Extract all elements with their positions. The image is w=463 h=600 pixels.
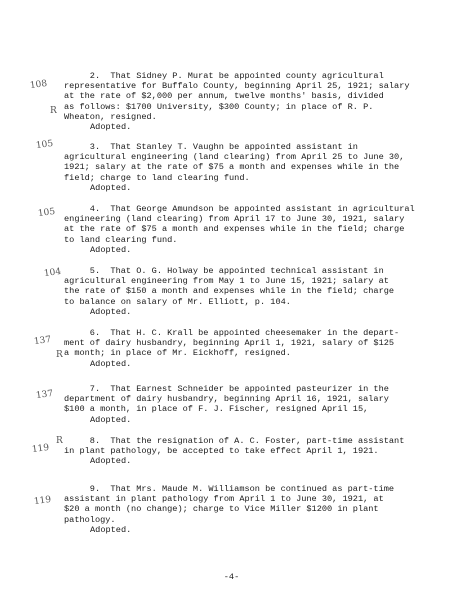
text-line: in plant pathology, be accepted to take effect April 1, 1921.	[64, 446, 379, 457]
resolution-item-7	[64, 384, 436, 425]
text-line: field; charge to land clearing fund.	[64, 172, 250, 183]
adopted-label: Adopted.	[90, 358, 132, 369]
text-line: pathology.	[64, 514, 116, 525]
resolution-item-3	[64, 142, 436, 193]
adopted-label: Adopted.	[90, 456, 132, 467]
adopted-label: Adopted.	[90, 524, 132, 535]
margin-number: 104	[43, 266, 62, 280]
text-line: as follows: $1700 University, $300 County; in place of R. P.	[64, 101, 374, 112]
text-line: 5. That O. G. Holway be appointed technical assistant in	[64, 266, 384, 276]
text-line: 6. That H. C. Krall be appointed cheesemaker in the depart-	[64, 328, 400, 338]
margin-number: 137	[35, 388, 54, 402]
text-line: a month; in place of Mr. Eickhoff, resigned.	[64, 348, 291, 359]
resolution-item-8	[64, 436, 436, 467]
margin-number: 119	[33, 494, 52, 508]
adopted-label: Adopted.	[90, 122, 132, 133]
page-number: -4-	[223, 572, 240, 582]
text-line: 4. That George Amundson be appointed assistant in agricultural	[64, 204, 415, 214]
text-line: ment of dairy husbandry, beginning April 1, 1921, salary of $125	[64, 338, 395, 349]
resolution-item-5	[64, 266, 436, 317]
text-line: 8. That the resignation of A. C. Foster, part-time assistant	[64, 436, 405, 446]
text-line: 2. That Sidney P. Murat be appointed county agricultural	[64, 71, 384, 81]
text-line: 9. That Mrs. Maude M. Williamson be continued as part-time	[64, 484, 395, 494]
text-line: department of dairy husbandry, beginning April 16, 1921, salary	[64, 394, 389, 405]
text-line: Wheaton, resigned.	[64, 111, 157, 122]
margin-number: 108	[29, 78, 48, 92]
margin-number: 105	[37, 206, 56, 220]
text-line: 1921; salary at the rate of $75 a month and expenses while in the	[64, 162, 400, 173]
text-line: 3. That Stanley T. Vaughn be appointed assistant in	[64, 142, 358, 152]
adopted-label: Adopted.	[90, 414, 132, 425]
text-line: at the rate of $75 a month and expenses while in the field; charge	[64, 224, 405, 235]
text-line: agricultural engineering from May 1 to June 15, 1921; salary at	[64, 276, 389, 287]
resolution-item-4	[64, 204, 436, 255]
text-line: engineering (land clearing) from April 17 to June 30, 1921, salary	[64, 214, 405, 225]
resolution-item-6	[64, 328, 436, 369]
text-line: $100 a month, in place of F. J. Fischer, resigned April 15,	[64, 404, 369, 415]
margin-number: 137	[33, 334, 52, 348]
text-line: 7. That Earnest Schneider be appointed pasteurizer in the	[64, 384, 389, 394]
resolution-item-2	[64, 71, 436, 132]
margin-mark: R	[50, 106, 57, 116]
text-line: at the rate of $2,000 per annum, twelve months' basis, divided	[64, 91, 384, 102]
adopted-label: Adopted.	[90, 244, 132, 255]
margin-mark: R	[56, 436, 63, 446]
margin-number: 119	[31, 442, 50, 456]
margin-number: 105	[35, 138, 54, 152]
margin-mark: R	[56, 350, 63, 360]
adopted-label: Adopted.	[90, 182, 132, 193]
text-line: agricultural engineering (land clearing) from April 25 to June 30,	[64, 152, 405, 163]
text-line: to land clearing fund.	[64, 234, 178, 245]
text-line: assistant in plant pathology from April 1 to June 30, 1921, at	[64, 494, 384, 505]
text-line: to balance on salary of Mr. Elliott, p. 104.	[64, 296, 291, 307]
text-line: representative for Buffalo County, beginning April 25, 1921; salary	[64, 81, 410, 92]
text-line: $20 a month (no change); charge to Vice Miller $1200 in plant	[64, 504, 379, 515]
resolution-item-9	[64, 484, 436, 535]
text-line: the rate of $150 a month and expenses while in the field; charge	[64, 286, 395, 297]
adopted-label: Adopted.	[90, 306, 132, 317]
